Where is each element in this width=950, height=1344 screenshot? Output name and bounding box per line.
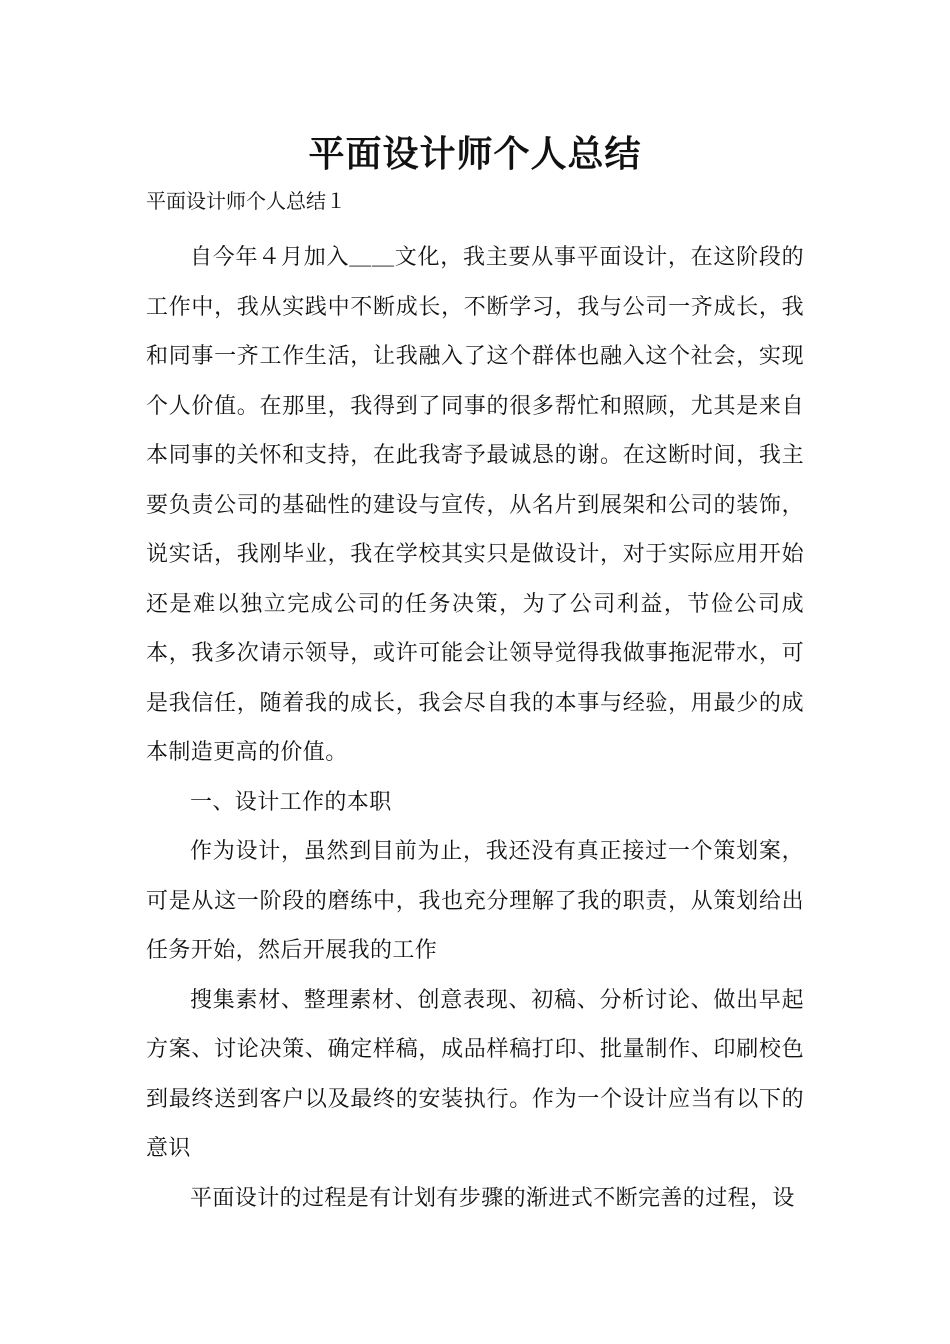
- body-paragraph-1: 自今年４月加入＿＿文化，我主要从事平面设计，在这阶段的工作中，我从实践中不断成长，不断学习，我与公司一齐成长，我和同事一齐工作生活，让我融入了这个群体也融入这个社会，实现个人价值。在那里，我得到了同事的很多帮忙和照顾，尤其是来自本同事的关怀和支持，在此我寄予最诚恳的谢。在这断时间，我主要负责公司的基础性的建设与宣传，从名片到展架和公司的装饰，说实话，我刚毕业，我在学校其实只是做设计，对于实际应用开始还是难以独立完成公司的任务决策，为了公司利益，节俭公司成本，我多次请示领导，或许可能会让领导觉得我做事拖泥带水，可是我信任，随着我的成长，我会尽自我的本事与经验，用最少的成本制造更高的价值。: [146, 245, 804, 765]
- section-heading-design-duty: 一、设计工作的本职: [190, 789, 392, 815]
- body-paragraph-2: 作为设计，虽然到目前为止，我还没有真正接过一个策划案，可是从这一阶段的磨练中，我也充分理解了我的职责，从策划给出任务开始，然后开展我的工作: [146, 839, 804, 963]
- body-paragraph-4: 平面设计的过程是有计划有步骤的渐进式不断完善的过程，设: [190, 1185, 795, 1211]
- section-heading: 平面设计师个人总结１: [146, 189, 346, 213]
- body-paragraph-3: 搜集素材、整理素材、创意表现、初稿、分析讨论、做出早起方案、讨论决策、确定样稿，成品样稿打印、批量制作、印刷校色到最终送到客户以及最终的安装执行。作为一个设计应当有以下的意识: [146, 987, 804, 1161]
- document-title: 平面设计师个人总结: [308, 133, 642, 175]
